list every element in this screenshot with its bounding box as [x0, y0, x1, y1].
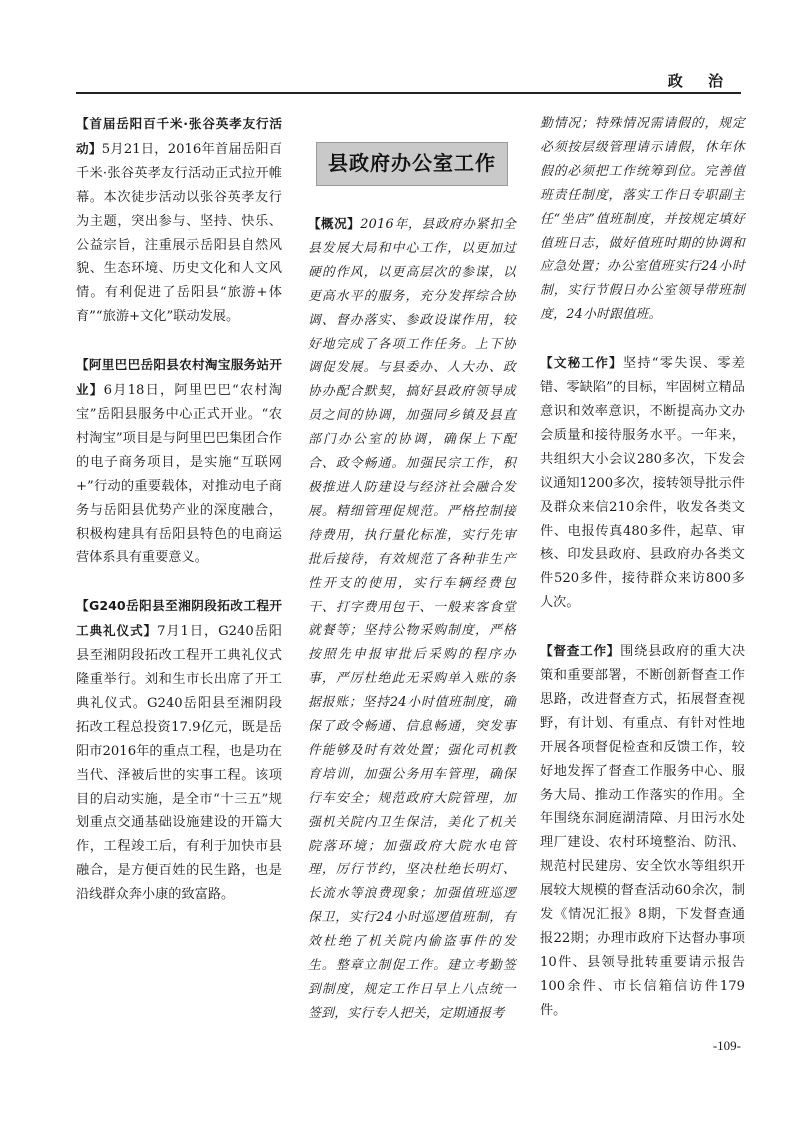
entry-head: 【G240岳阳县至湘阴段拓改工程开工典礼仪式】 [76, 598, 282, 639]
entry-half-marathon [76, 112, 282, 329]
entry-body: 6月18日，阿里巴巴“农村淘宝”岳阳县服务中心正式开业。“农村淘宝”项目是与阿里巴巴集团合作的电子商务项目，是实施“互联网+”行动的重要载体，对推动电子商务与岳阳县优势产业的深度融合，积极构建具有岳阳县特色的电商运营体系具有重要意义。 [76, 383, 282, 566]
entry-secretarial [540, 351, 745, 615]
entry-body: 2016年，县政府办紧扣全县发展大局和中心工作，以更加过硬的作风，以更高层次的参谋，以更高水平的服务，充分发挥综合协调、督办落实、参政设谋作用，较好地完成了各项工作任务。上下协调促发展。与县委办、人大办、政协办配合默契，搞好县政府领导成员之间的协调，加强同乡镇及县直部门办公室的协调，确保上下配合、政令畅通。加强民宗工作，积极推进人防建设与经济社会融合发展。精细管理促规范。严格控制接待费用，执行量化标准，实行先审批后接待，有效规范了各种非生产性开支的使用，实行车辆经费包干、打字费用包干、一般来客食堂就餐等；坚持公物采购制度，严格按照先申报审批后采购的程序办事，严厉杜绝此无采购单入账的条据报账；坚持24小时值班制度，确保了政令畅通、信息畅通，突发事件能够及时有效处置；强化司机教育培训，加强公务用车管理，确保行车安全；规范政府大院管理，加强机关院内卫生保洁，美化了机关院落环境；加强政府大院水电管理，厉行节约，坚决杜绝长明灯、长流水等浪费现象；加强值班巡逻保卫，实行24小时巡逻值班制，有效杜绝了机关院内偷盗事件的发生。整章立制促工作。建立考勤签到制度，规定工作日早上八点统一签到，实行专人把关，定期通报考 [308, 217, 517, 1021]
entry-body: 7月1日，G240岳阳县至湘阴段拓改工程开工典礼仪式隆重举行。刘和生市长出席了开工典礼仪式。G240岳阳县至湘阴段拓改工程总投资17.9亿元，既是岳阳市2016年的重点工程，也是功在当代、泽被后世的实事工程。该项目的启动实施，是全市“十三五”规划重点交通基础设施建设的开篇大作，工程竣工后，有利于加快市县融合，是方便百姓的民生路，也是沿线群众奔小康的致富路。 [76, 624, 282, 903]
page-number: -109- [712, 1038, 741, 1053]
header-rule [76, 92, 741, 94]
entry-head: 【概况】 [308, 216, 361, 231]
entry-head: 【督查工作】 [540, 643, 621, 659]
entry-continuation: 勤情况；特殊情况需请假的，规定必须按层级管理请示请假，休年休假的必须把工作统筹到位。完善值班责任制度，落实工作日专职副主任“坐店”值班制度，并按规定填好值班日志，做好值班时期的协调和应急处置；办公室值班实行24小时制，实行节假日办公室领导带班制度，24小时跟值班。 [540, 116, 745, 323]
entry-body: 坚持“零失误、零差错、零缺陷”的目标，牢固树立精品意识和效率意识，不断提高办文办会质量和接待服务水平。一年来，共组织大小会议280多次，下发会议通知1200多次，接转领导批示件及群众来信210余件，收发各类文件、电报传真480多件，起草、审核、印发县政府、县政府办各类文件520多件，接待群众来访800多人次。 [540, 356, 746, 611]
entry-body: 5月21日，2016年首届岳阳百千米·张谷英孝友行活动正式拉开帷幕。本次徒步活动以张谷英孝友行为主题，突出参与、坚持、快乐、公益宗旨，注重展示岳阳县自然风貌、生态环境、历史文化和人文风情。有利促进了岳阳县“旅游+体育”“旅游+文化”联动发展。 [76, 141, 283, 325]
entry-supervision [540, 639, 745, 1023]
entry-g240-ceremony [76, 594, 282, 907]
column-3 [540, 112, 745, 1047]
column-1 [76, 112, 282, 931]
entry-head: 【首届岳阳百千米·张谷英孝友行活动】 [76, 116, 282, 156]
running-head [76, 66, 741, 94]
entry-taobao-station [76, 353, 282, 570]
entry-overview [308, 212, 516, 1026]
column-2 [308, 112, 516, 1050]
entry-head: 【文秘工作】 [540, 355, 623, 371]
entry-body: 围绕县政府的重大决策和重要部署，不断创新督查工作思路，改进督查方式，拓展督查视野，有计划、有重点、有针对性地开展各项督促检查和反馈工作，较好地发挥了督查工作服务中心、服务大局、推动工作落实的作用。全年围绕东洞庭湖清障、月田污水处理厂建设、农村环境整治、防汛、规范村民建房、安全饮水等组织开展较大规模的督查活动60余次，制发《情况汇报》8期，下发督查通报22期；办理市政府下达督办事项10件、县领导批转重要请示报告100余件、市长信箱信访件179件。 [540, 644, 746, 1018]
entry-head: 【阿里巴巴岳阳县农村淘宝服务站开业】 [76, 357, 282, 398]
running-head-title: 政 治 [667, 72, 733, 90]
section-title: 县政府办公室工作 [316, 142, 508, 186]
